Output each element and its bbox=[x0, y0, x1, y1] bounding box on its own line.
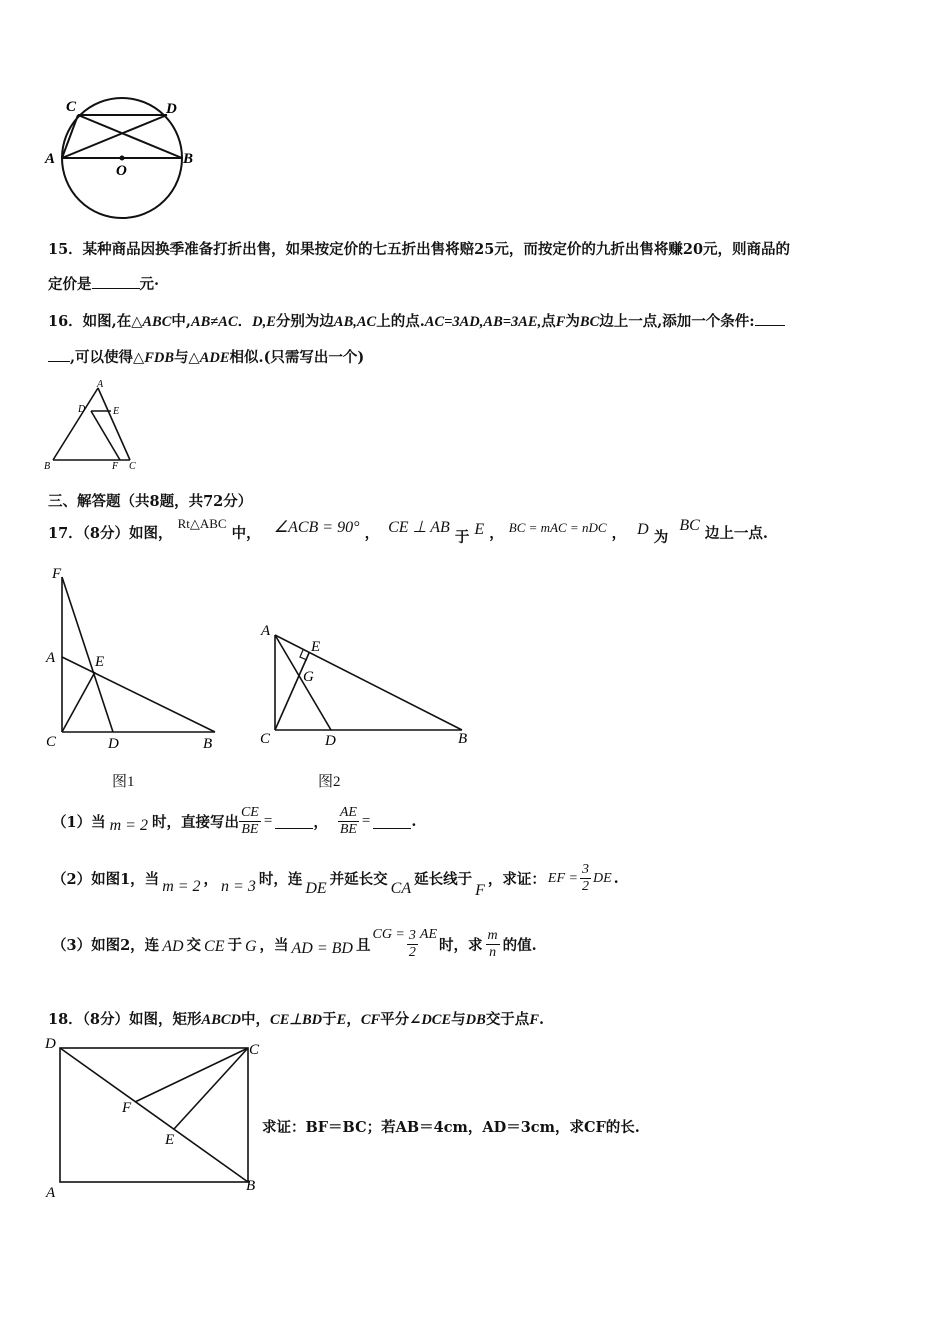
q16-t4: 分别为边 bbox=[275, 313, 334, 330]
q17-p2-c: 并延长交 bbox=[329, 871, 388, 888]
frac-num: CE bbox=[240, 805, 259, 820]
fig1-caption: 图1 bbox=[112, 774, 135, 790]
label-A: A bbox=[46, 1185, 56, 1201]
q17-p3-ae: AE bbox=[419, 926, 437, 942]
figure-2-q17 bbox=[255, 615, 475, 750]
label-D: D bbox=[325, 733, 336, 749]
q17-wei: 为 bbox=[653, 529, 669, 546]
q17-comma1: ， bbox=[364, 525, 380, 542]
frac-num: AE bbox=[339, 805, 357, 820]
label-E: E bbox=[95, 654, 105, 670]
q17-p2-sep: ， bbox=[203, 871, 219, 888]
q18-header bbox=[48, 1008, 544, 1029]
label-A: A bbox=[97, 379, 104, 390]
label-A: A bbox=[261, 623, 271, 639]
q17-ratio: BC = mAC = nDC bbox=[508, 520, 607, 535]
q16-cond: AB≠AC bbox=[190, 314, 238, 330]
q18-cf: CF bbox=[360, 1012, 381, 1028]
q17-header bbox=[48, 516, 768, 552]
q16-ade: ADE bbox=[199, 350, 230, 366]
q15-line2 bbox=[48, 273, 159, 294]
q17-p2-b: 时，连 bbox=[258, 871, 303, 888]
q16-abac: AB,AC bbox=[333, 314, 377, 330]
label-E: E bbox=[165, 1132, 175, 1148]
q16-t2: 中, bbox=[171, 313, 191, 330]
q16-t7: 为 bbox=[565, 313, 580, 330]
equals: = bbox=[361, 813, 371, 829]
q16-answer-blank-1[interactable] bbox=[755, 311, 785, 326]
q17-part1 bbox=[52, 805, 416, 838]
frac-den: 2 bbox=[408, 945, 416, 960]
circle-figure bbox=[40, 95, 210, 230]
label-E: E bbox=[113, 406, 120, 417]
fraction-3-2 bbox=[407, 928, 418, 961]
label-F: F bbox=[52, 566, 62, 582]
q17-head: 17．（8分）如图， bbox=[48, 525, 173, 542]
label-E: E bbox=[311, 639, 321, 655]
q16-t3: ． bbox=[237, 313, 253, 330]
triangle-figure-q16 bbox=[40, 378, 150, 473]
q18-zhong: 中， bbox=[241, 1011, 271, 1028]
q17-p1-end: . bbox=[411, 813, 417, 830]
label-D: D bbox=[45, 1036, 56, 1052]
label-A: A bbox=[45, 151, 56, 167]
q17-p1-a: （1）当 bbox=[52, 814, 106, 831]
label-B: B bbox=[183, 151, 194, 167]
q16-answer-blank-2[interactable] bbox=[48, 347, 70, 362]
q16-fdb: FDB bbox=[144, 350, 175, 366]
q16-t8: 边上一点,添加一个条件: bbox=[599, 313, 755, 330]
q17-p2-n: n = 3 bbox=[221, 877, 256, 895]
q18-pf: 平分∠ bbox=[380, 1011, 422, 1028]
q17-perp: CE ⊥ AB bbox=[388, 519, 450, 536]
q17-comma2: ， bbox=[489, 525, 504, 542]
q17-d: D bbox=[637, 521, 649, 538]
frac-den: 2 bbox=[581, 879, 589, 894]
q16-de: D,E bbox=[252, 314, 276, 330]
q16-f: F bbox=[555, 314, 566, 330]
q17-p1-m: m = 2 bbox=[109, 816, 148, 834]
q16-abc: ABC bbox=[142, 314, 172, 330]
fraction-m-n bbox=[486, 928, 500, 961]
q16-line1 bbox=[48, 310, 785, 331]
fig2-caption: 图2 bbox=[318, 774, 341, 790]
q16-t11: 相似.(只需写出一个) bbox=[229, 349, 365, 366]
q17-p3-ce: CE bbox=[204, 937, 225, 955]
q18-jiao: 交于点 bbox=[485, 1011, 530, 1028]
q18-dce: DCE bbox=[421, 1012, 452, 1028]
label-C: C bbox=[260, 731, 271, 747]
q17-yu: 于 bbox=[454, 529, 470, 546]
label-C: C bbox=[66, 99, 77, 115]
equals: = bbox=[263, 813, 273, 829]
q16-t10: 与△ bbox=[174, 349, 200, 366]
q18-db: DB bbox=[465, 1012, 486, 1028]
q17-p3-c: 于 bbox=[227, 937, 242, 954]
q18-yu2: 与 bbox=[451, 1011, 466, 1028]
figure-1-q17 bbox=[40, 562, 230, 752]
q17-p2-f: F bbox=[475, 881, 485, 899]
frac-den: n bbox=[489, 945, 497, 960]
q17-p1-blank-2[interactable] bbox=[373, 814, 411, 829]
label-F: F bbox=[112, 461, 119, 472]
q17-p1-sep: ， bbox=[313, 814, 328, 831]
frac-den: BE bbox=[339, 822, 357, 837]
q17-p1-blank-1[interactable] bbox=[275, 814, 313, 829]
label-F: F bbox=[122, 1100, 132, 1116]
q17-p3-ad: AD bbox=[162, 937, 184, 955]
label-B: B bbox=[458, 731, 468, 747]
q18-c1: ， bbox=[346, 1011, 361, 1028]
q18-abcd: ABCD bbox=[201, 1012, 242, 1028]
frac-num: 3 bbox=[581, 862, 589, 877]
label-G: G bbox=[303, 669, 314, 685]
q17-p3-g-end: 的值. bbox=[502, 937, 537, 954]
q17-p2-end: . bbox=[613, 870, 619, 887]
label-B: B bbox=[246, 1178, 256, 1194]
q17-p2-ca: CA bbox=[390, 879, 412, 897]
q16-line2 bbox=[48, 346, 364, 367]
q17-e: E bbox=[474, 521, 485, 538]
label-B: B bbox=[44, 461, 51, 472]
q17-p2-de2: DE bbox=[592, 870, 612, 886]
q16-t9: ,可以使得△ bbox=[70, 349, 145, 366]
label-B: B bbox=[203, 736, 213, 752]
frac-num: m bbox=[487, 928, 498, 943]
q17-p3-g: G bbox=[244, 937, 257, 955]
label-O: O bbox=[116, 163, 127, 179]
label-D: D bbox=[78, 404, 86, 415]
q15-text-a: 定价是 bbox=[48, 276, 92, 293]
q15-line1: 15．某种商品因换季准备打折出售，如果按定价的七五折出售将赔25元，而按定价的九折出售将赚20元，则商品的 bbox=[48, 241, 791, 258]
label-C: C bbox=[249, 1042, 260, 1058]
q18-yu: 于 bbox=[322, 1011, 337, 1028]
fraction-ce-be bbox=[239, 805, 261, 838]
q17-p3-e: 且 bbox=[355, 937, 371, 954]
fraction-3-2 bbox=[580, 862, 591, 895]
q16-t1: 16．如图,在△ bbox=[48, 313, 143, 330]
q16-ratios: AC=3AD,AB=3AE, bbox=[424, 314, 542, 330]
q17-rt: Rt△ABC bbox=[177, 516, 227, 531]
q17-part2 bbox=[52, 862, 619, 899]
q16-bc: BC bbox=[579, 314, 600, 330]
frac-den: BE bbox=[241, 822, 259, 837]
q18-f: F bbox=[529, 1012, 539, 1028]
label-C: C bbox=[46, 734, 57, 750]
q16-t5: 上的点. bbox=[376, 313, 425, 330]
q17-p3-d: ，当 bbox=[259, 937, 289, 954]
q17-part3 bbox=[52, 928, 537, 961]
q17-zhong: 中， bbox=[231, 525, 261, 542]
label-D: D bbox=[108, 736, 119, 752]
q17-tail: 边上一点. bbox=[704, 525, 768, 542]
q17-angle: ∠ACB = 90° bbox=[273, 519, 360, 536]
q15-text-b: 元· bbox=[139, 276, 160, 293]
q17-bc: BC bbox=[679, 517, 700, 534]
q17-p2-e: ，求证： bbox=[487, 871, 546, 888]
label-C: C bbox=[129, 461, 136, 472]
q17-p3-f: 时，求 bbox=[439, 937, 483, 954]
fraction-ae-be bbox=[338, 805, 359, 838]
q17-p3-b: 交 bbox=[186, 937, 202, 954]
q17-p3-a: （3）如图2，连 bbox=[52, 937, 160, 954]
q17-p3-cg: CG = bbox=[372, 926, 405, 942]
q17-p2-d: 延长线于 bbox=[414, 871, 473, 888]
label-D: D bbox=[166, 101, 177, 117]
frac-num: 3 bbox=[408, 928, 416, 943]
q18-e: E bbox=[336, 1012, 347, 1028]
q17-p3-eq: AD = BD bbox=[291, 939, 353, 957]
q17-p1-b: 时，直接写出 bbox=[151, 814, 239, 831]
section-title: 三、解答题（共8题，共72分） bbox=[48, 493, 253, 510]
q17-p2-a: （2）如图1，当 bbox=[52, 871, 160, 888]
q17-p2-ef: EF = bbox=[547, 870, 578, 886]
rectangle-figure-q18 bbox=[40, 1032, 270, 1202]
q18-end: . bbox=[538, 1011, 545, 1028]
q18-head: 18．（8分）如图，矩形 bbox=[48, 1011, 202, 1028]
label-A: A bbox=[46, 650, 56, 666]
q15-answer-blank[interactable] bbox=[92, 274, 140, 289]
q18-proof: 求证：BF＝BC；若AB＝4cm，AD＝3cm，求CF的长. bbox=[262, 1119, 640, 1136]
q17-comma3: ， bbox=[611, 525, 627, 542]
q18-perp: CE⊥BD bbox=[270, 1012, 323, 1028]
q17-p2-m: m = 2 bbox=[162, 877, 201, 895]
q17-p2-de: DE bbox=[305, 879, 327, 897]
q16-t6: 点 bbox=[541, 313, 556, 330]
